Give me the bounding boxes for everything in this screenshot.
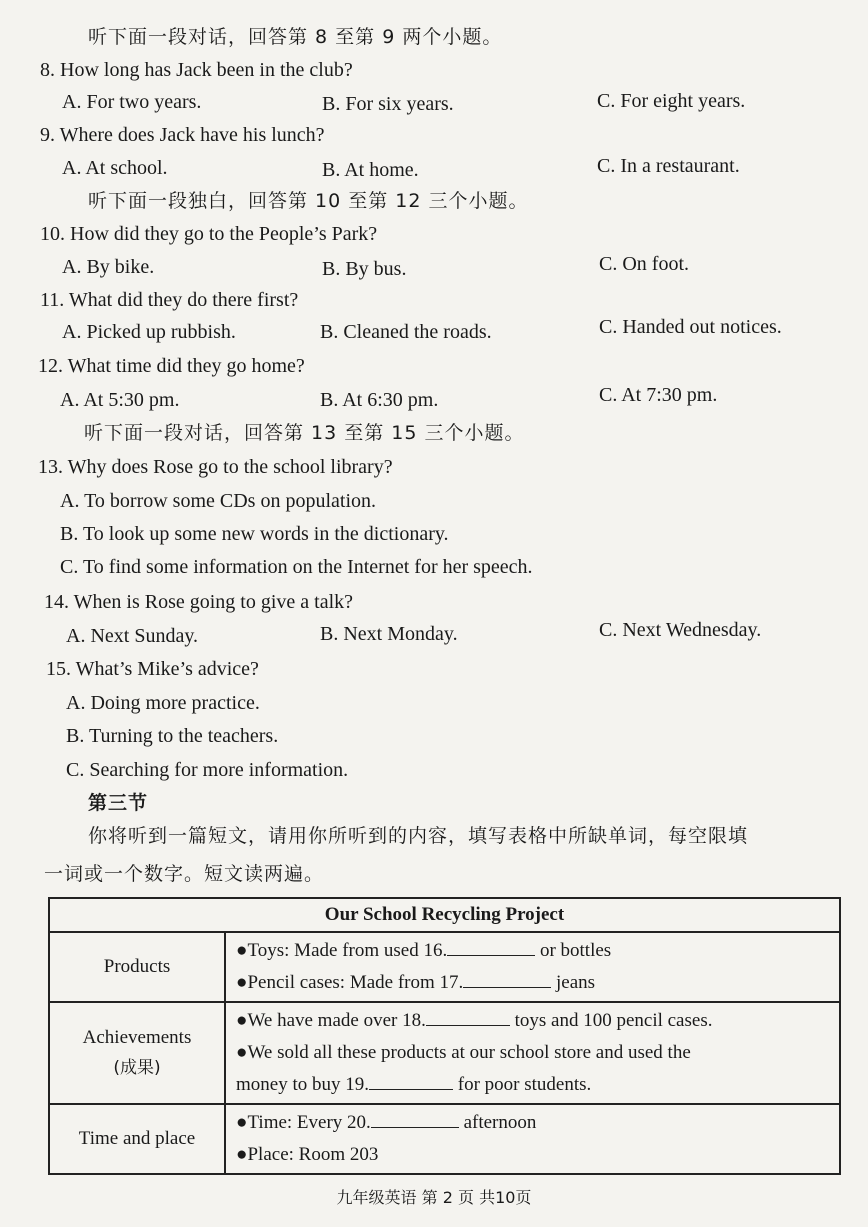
q10-option-c: C. On foot. [599, 253, 689, 275]
recycling-project-table [48, 897, 841, 1175]
blank-19[interactable] [369, 1071, 453, 1090]
row-label-achievements [49, 1002, 225, 1104]
question-15: 15. What’s Mike’s advice? [46, 658, 259, 680]
blank-17[interactable] [463, 969, 551, 988]
question-12: 12. What time did they go home? [38, 355, 305, 377]
products-cell [225, 932, 840, 1002]
achievements-line-2: ●We sold all these products at our school store and used the [236, 1042, 691, 1063]
time-line-suffix: afternoon [458, 1112, 537, 1133]
q10-option-b: B. By bus. [322, 258, 407, 280]
q8-option-b: B. For six years. [322, 93, 454, 115]
q13-option-c: C. To find some information on the Internet for her speech. [60, 556, 533, 578]
q12-option-b: B. At 6:30 pm. [320, 389, 439, 411]
products-line-2-text: ●Pencil cases: Made from 17. [236, 972, 464, 993]
q12-option-a: A. At 5:30 pm. [60, 389, 180, 411]
products-line-1 [236, 935, 829, 967]
blank-20[interactable] [371, 1109, 459, 1128]
products-line-1-suffix: or bottles [535, 940, 612, 961]
q13-option-a: A. To borrow some CDs on population. [60, 490, 376, 512]
page-footer: 九年级英语 第 2 页 共10页 [336, 1188, 532, 1207]
section-intro-8-9: 听下面一段对话，回答第 8 至第 9 两个小题。 [88, 26, 503, 48]
section-intro-10-12: 听下面一段独白，回答第 10 至第 12 三个小题。 [88, 190, 529, 212]
section-intro-13-15: 听下面一段对话，回答第 13 至第 15 三个小题。 [84, 422, 525, 444]
time-place-cell [225, 1104, 840, 1174]
q10-option-a: A. By bike. [62, 256, 155, 278]
products-line-1-text: ●Toys: Made from used 16. [236, 940, 448, 961]
row-label-products [49, 932, 225, 1002]
question-14: 14. When is Rose going to give a talk? [44, 591, 354, 613]
q11-option-a: A. Picked up rubbish. [62, 321, 236, 343]
q9-option-a: A. At school. [62, 157, 168, 179]
achievements-sub-label: (成果) [113, 1058, 161, 1078]
question-10: 10. How did they go to the People’s Park? [40, 223, 378, 245]
question-8: 8. How long has Jack been in the club? [40, 59, 353, 81]
q11-option-b: B. Cleaned the roads. [320, 321, 492, 343]
products-line-2 [236, 967, 829, 999]
q13-option-b: B. To look up some new words in the dictionary. [60, 523, 449, 545]
q12-option-c: C. At 7:30 pm. [599, 384, 718, 406]
time-line-text: ●Time: Every 20. [236, 1112, 371, 1133]
q8-option-c: C. For eight years. [597, 90, 746, 112]
time-place-label: Time and place [78, 1128, 196, 1149]
products-line-2-suffix: jeans [551, 972, 596, 993]
blank-16[interactable] [447, 937, 535, 956]
part3-instruction-line2: 一词或一个数字。短文读两遍。 [44, 863, 325, 885]
q8-option-a: A. For two years. [62, 91, 202, 113]
part3-instruction-line1: 你将听到一篇短文，请用你所听到的内容，填写表格中所缺单词，每空限填 [88, 825, 749, 847]
question-11: 11. What did they do there first? [40, 289, 299, 311]
part3-heading: 第三节 [88, 792, 149, 814]
achievements-line-3 [236, 1069, 829, 1101]
q9-option-c: C. In a restaurant. [597, 155, 740, 177]
products-label: Products [103, 956, 171, 977]
place-line: ●Place: Room 203 [236, 1144, 379, 1165]
achievements-line-3-suffix: for poor students. [453, 1074, 592, 1095]
q15-option-a: A. Doing more practice. [66, 692, 260, 714]
table-title: Our School Recycling Project [49, 898, 840, 932]
question-13: 13. Why does Rose go to the school library? [38, 456, 393, 478]
blank-18[interactable] [426, 1007, 510, 1026]
q15-option-c: C. Searching for more information. [66, 759, 349, 781]
q15-option-b: B. Turning to the teachers. [66, 725, 279, 747]
achievements-line-1 [236, 1005, 829, 1037]
q9-option-b: B. At home. [322, 159, 419, 181]
q14-option-c: C. Next Wednesday. [599, 619, 762, 641]
q11-option-c: C. Handed out notices. [599, 316, 782, 338]
achievements-label: Achievements [82, 1027, 192, 1048]
q14-option-b: B. Next Monday. [320, 623, 458, 645]
achievements-line-1-text: ●We have made over 18. [236, 1010, 426, 1031]
time-line [236, 1107, 829, 1139]
achievements-line-3-text: money to buy 19. [236, 1074, 369, 1095]
question-9: 9. Where does Jack have his lunch? [40, 124, 325, 146]
achievements-line-1-suffix: toys and 100 pencil cases. [509, 1010, 713, 1031]
achievements-cell [225, 1002, 840, 1104]
q14-option-a: A. Next Sunday. [66, 625, 199, 647]
row-label-time-place [49, 1104, 225, 1174]
